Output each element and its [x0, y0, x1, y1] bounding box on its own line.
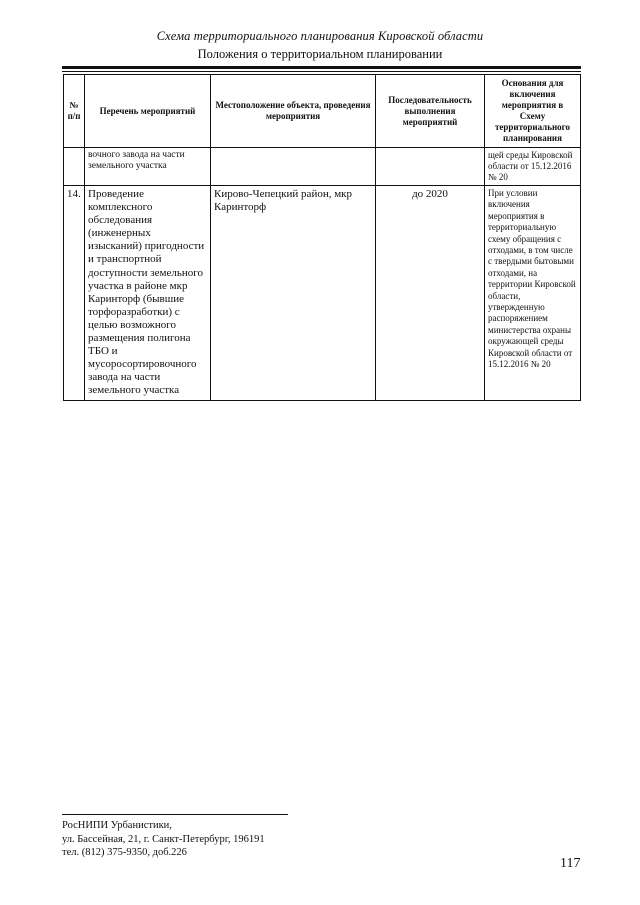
table-row [64, 186, 581, 401]
header-rule-thin [62, 71, 581, 72]
table-header-row [64, 75, 581, 148]
column-header-number: № п/п [64, 75, 85, 148]
cell-basis: При условии включения мероприятия в территориальную схему обращения с отходами, в том числе с твердыми бытовыми отходами, на территории Кировской области, утвержденную распоряжением министерства охраны окружающей среды Кировской области от 15.12.2016 № 20 [485, 186, 581, 401]
column-header-sequence: Последовательность выполнения мероприятий [376, 75, 485, 148]
footer-line-phone: тел. (812) 375-9350, доб.226 [62, 847, 187, 858]
column-header-basis: Основания для включения мероприятия в Схему территориального планирования [485, 75, 581, 148]
cell-location: Кирово-Чепецкий район, мкр Каринторф [211, 186, 376, 401]
page-number: 117 [560, 856, 581, 871]
cell-sequence: до 2020 [376, 186, 485, 401]
cell-number [64, 148, 85, 186]
footer-address [62, 819, 265, 860]
cell-measure-name: вочного завода на части земельного участка [85, 148, 211, 186]
document-title: Схема территориального планирования Кировской области [156, 29, 484, 43]
table-row-continuation [64, 148, 581, 186]
footer-line-address: ул. Бассейная, 21, г. Санкт-Петербург, 196191 [62, 833, 265, 845]
measures-table [63, 74, 581, 401]
column-header-measures: Перечень мероприятий [85, 75, 211, 148]
cell-measure-name: Проведение комплексного обследования (инженерных изысканий) пригодности и транспортной доступности земельного участка в районе мкр Каринторф (бывшие торфоразработки) с целью возможного размещения полигона ТБО и мусоросортировочного завода на части земельного участка [85, 186, 211, 401]
column-header-location: Местоположение объекта, проведения мероприятия [211, 75, 376, 148]
footer-rule [62, 814, 288, 815]
header-rule-thick [62, 66, 581, 69]
cell-basis: щей среды Кировской области от 15.12.2016 № 20 [485, 148, 581, 186]
cell-location [211, 148, 376, 186]
footer-line-organization: РосНИПИ Урбанистики, [62, 820, 172, 831]
cell-number: 14. [64, 186, 85, 401]
cell-sequence [376, 148, 485, 186]
document-subtitle: Положения о территориальном планировании [197, 47, 443, 61]
